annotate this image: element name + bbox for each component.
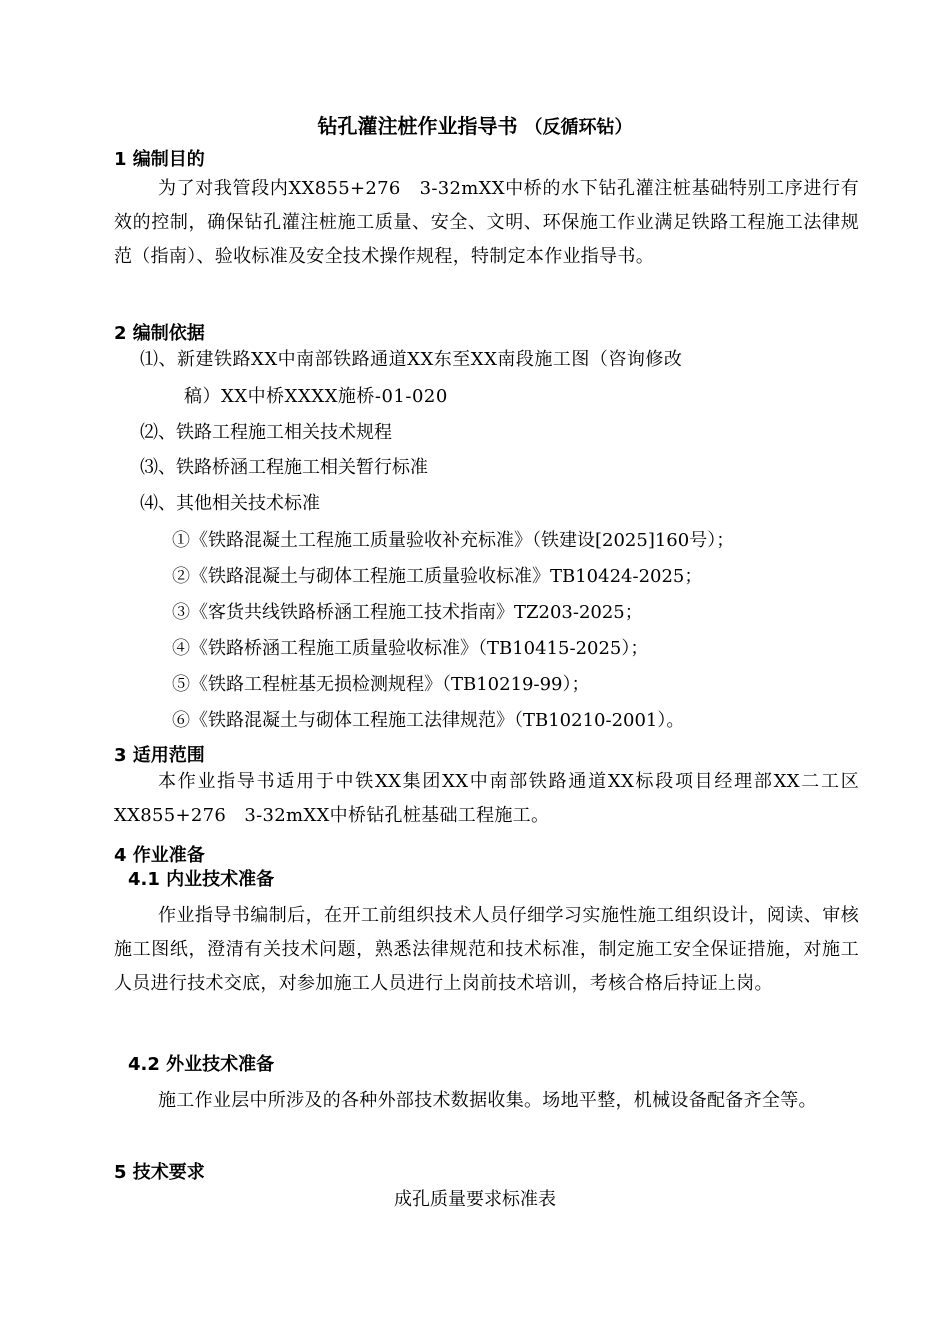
basis-item-4: ⑷、其他相关技术标准 — [140, 493, 320, 514]
title-sub: （反循环钻） — [524, 117, 633, 138]
standard-item: ③《客货共线铁路桥涵工程施工技术指南》TZ203-2025； — [172, 602, 643, 623]
basis-item-1-line-2: 稿）XX中桥XXXX施桥-01-020 — [184, 386, 448, 407]
section-5-heading: 5 技术要求 — [114, 1162, 205, 1183]
standard-item: ⑤《铁路工程桩基无损检测规程》（TB10219-99）； — [172, 674, 590, 695]
section-2-heading: 2 编制依据 — [114, 323, 205, 344]
document-title — [0, 111, 950, 143]
basis-item-3: ⑶、铁路桥涵工程施工相关暂行标准 — [140, 457, 428, 478]
standard-item: ⑥《铁路混凝土与砌体工程施工法律规范》（TB10210-2001）。 — [172, 710, 685, 731]
basis-item-2: ⑵、铁路工程施工相关技术规程 — [140, 422, 392, 443]
section-3-paragraph: 本作业指导书适用于中铁XX集团XX中南部铁路通道XX标段项目经理部XX二工区XX855+276 3-32mXX中桥钻孔桩基础工程施工。 — [114, 771, 859, 826]
section-4-2-heading: 4.2 外业技术准备 — [128, 1054, 275, 1075]
basis-item-1 — [140, 341, 860, 415]
standard-item: ②《铁路混凝土与砌体工程施工质量验收标准》TB10424-2025； — [172, 566, 703, 587]
standard-item: ④《铁路桥涵工程施工质量验收标准》（TB10415-2025）； — [172, 638, 649, 659]
standard-item: ①《铁路混凝土工程施工质量验收补充标准》（铁建设[2025]160号）； — [172, 530, 735, 551]
section-4-2-paragraph: 施工作业层中所涉及的各种外部技术数据收集。场地平整，机械设备配备齐全等。 — [158, 1090, 817, 1111]
section-4-1-paragraph: 作业指导书编制后，在开工前组织技术人员仔细学习实施性施工组织设计，阅读、审核施工图纸，澄清有关技术问题，熟悉法律规范和技术标准，制定施工安全保证措施，对施工人员进行技术交底，对参加施工人员进行上岗前技术培训，考核合格后持证上岗。 — [114, 905, 859, 994]
section-1-paragraph: 为了对我管段内XX855+276 3-32mXX中桥的水下钻孔灌注桩基础特别工序进行有效的控制，确保钻孔灌注桩施工质量、安全、文明、环保施工作业满足铁路工程施工法律规范（指南）、验收标准及安全技术操作规程，特制定本作业指导书。 — [114, 178, 859, 267]
section-1-heading: 1 编制目的 — [114, 149, 205, 170]
section-4-1-heading: 4.1 内业技术准备 — [128, 869, 275, 890]
section-3-heading: 3 适用范围 — [114, 745, 205, 766]
table-caption: 成孔质量要求标准表 — [394, 1189, 556, 1210]
title-main: 钻孔灌注桩作业指导书 — [317, 114, 518, 138]
section-4-heading: 4 作业准备 — [114, 845, 205, 866]
basis-item-1-line-1: ⑴、新建铁路XX中南部铁路通道XX东至XX南段施工图（咨询修改 — [140, 349, 683, 370]
